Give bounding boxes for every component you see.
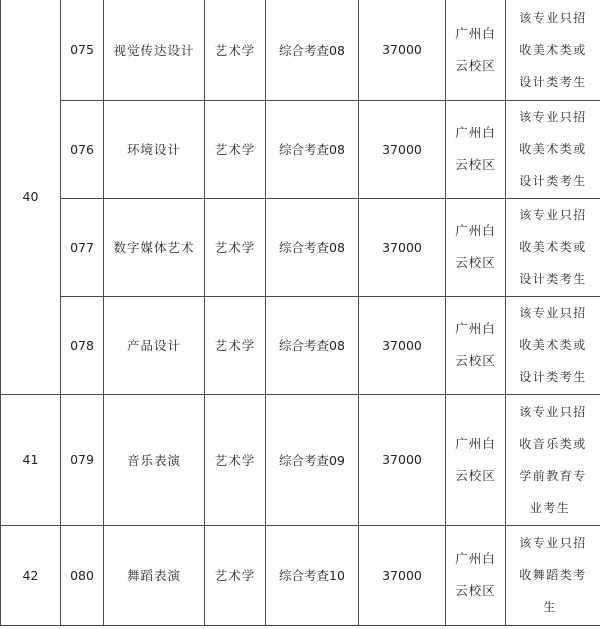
major-name-cell: 环境设计 — [104, 100, 205, 198]
major-code-cell: 076 — [61, 100, 104, 198]
note-line: 该专业只招 — [519, 306, 587, 320]
campus-line: 广州白 — [455, 223, 496, 238]
major-code-cell: 077 — [61, 198, 104, 296]
campus-cell — [446, 0, 506, 100]
fee-cell: 37000 — [359, 296, 446, 394]
campus-cell — [446, 296, 506, 394]
note-cell — [506, 296, 600, 394]
major-name-cell: 数字媒体艺术 — [104, 198, 205, 296]
note-line: 设计类考生 — [519, 370, 587, 384]
exam-cell: 综合考查08 — [266, 296, 359, 394]
note-line: 收美术类或 — [519, 142, 587, 156]
note-line: 该专业只招 — [519, 10, 587, 25]
category-cell: 艺术学 — [205, 0, 266, 100]
note-line: 设计类考生 — [519, 174, 587, 188]
major-code-cell: 075 — [61, 0, 104, 100]
campus-line: 广州白 — [455, 25, 496, 41]
note-cell — [506, 100, 600, 198]
major-code-cell: 078 — [61, 296, 104, 394]
table-row — [1, 198, 600, 296]
note-line: 学前教育专 — [519, 468, 587, 483]
major-code-cell: 079 — [61, 394, 104, 525]
fee-cell: 37000 — [359, 394, 446, 525]
note-line: 该专业只招 — [519, 536, 587, 550]
campus-cell — [446, 100, 506, 198]
major-name-cell: 音乐表演 — [104, 394, 205, 525]
category-cell: 艺术学 — [205, 296, 266, 394]
note-line: 该专业只招 — [519, 208, 587, 222]
fee-cell: 37000 — [359, 0, 446, 100]
note-cell — [506, 394, 600, 525]
note-line: 业考生 — [529, 500, 571, 515]
category-cell: 艺术学 — [205, 525, 266, 625]
table-row — [1, 0, 600, 100]
table-row — [1, 296, 600, 394]
major-name-cell: 舞蹈表演 — [104, 525, 205, 625]
note-line: 生 — [543, 600, 557, 614]
group-seq-cell: 41 — [1, 394, 61, 525]
group-seq-cell: 40 — [1, 0, 61, 394]
note-line: 设计类考生 — [519, 272, 587, 286]
exam-cell: 综合考查09 — [266, 394, 359, 525]
note-line: 收音乐类或 — [519, 436, 587, 451]
exam-cell: 综合考查08 — [266, 198, 359, 296]
category-cell: 艺术学 — [205, 198, 266, 296]
note-line: 该专业只招 — [519, 110, 587, 124]
campus-line: 广州白 — [455, 125, 496, 140]
campus-line: 广州白 — [455, 435, 496, 451]
campus-line: 云校区 — [455, 157, 496, 172]
group-seq-cell: 42 — [1, 525, 61, 625]
campus-cell — [446, 198, 506, 296]
category-cell: 艺术学 — [205, 394, 266, 525]
note-cell — [506, 0, 600, 100]
exam-cell: 综合考查08 — [266, 100, 359, 198]
note-cell — [506, 198, 600, 296]
campus-line: 云校区 — [455, 57, 496, 73]
campus-line: 云校区 — [455, 467, 496, 483]
fee-cell: 37000 — [359, 198, 446, 296]
note-cell — [506, 525, 600, 625]
exam-cell: 综合考查10 — [266, 525, 359, 625]
note-line: 收美术类或 — [519, 240, 587, 254]
exam-cell: 综合考查08 — [266, 0, 359, 100]
campus-line: 广州白 — [455, 321, 496, 336]
note-line: 设计类考生 — [519, 74, 587, 89]
category-cell: 艺术学 — [205, 100, 266, 198]
campus-line: 云校区 — [455, 255, 496, 270]
table-row — [1, 525, 600, 625]
fee-cell: 37000 — [359, 525, 446, 625]
fee-cell: 37000 — [359, 100, 446, 198]
table-row — [1, 100, 600, 198]
campus-cell — [446, 394, 506, 525]
campus-line: 云校区 — [455, 583, 496, 598]
campus-cell — [446, 525, 506, 625]
major-name-cell: 产品设计 — [104, 296, 205, 394]
note-line: 收美术类或 — [519, 42, 587, 57]
campus-line: 广州白 — [455, 551, 496, 566]
note-line: 收舞蹈类考 — [519, 568, 587, 582]
campus-line: 云校区 — [455, 353, 496, 368]
table-row — [1, 394, 600, 525]
note-line: 收美术类或 — [519, 338, 587, 352]
major-name-cell: 视觉传达设计 — [104, 0, 205, 100]
note-line: 该专业只招 — [519, 404, 587, 419]
major-code-cell: 080 — [61, 525, 104, 625]
